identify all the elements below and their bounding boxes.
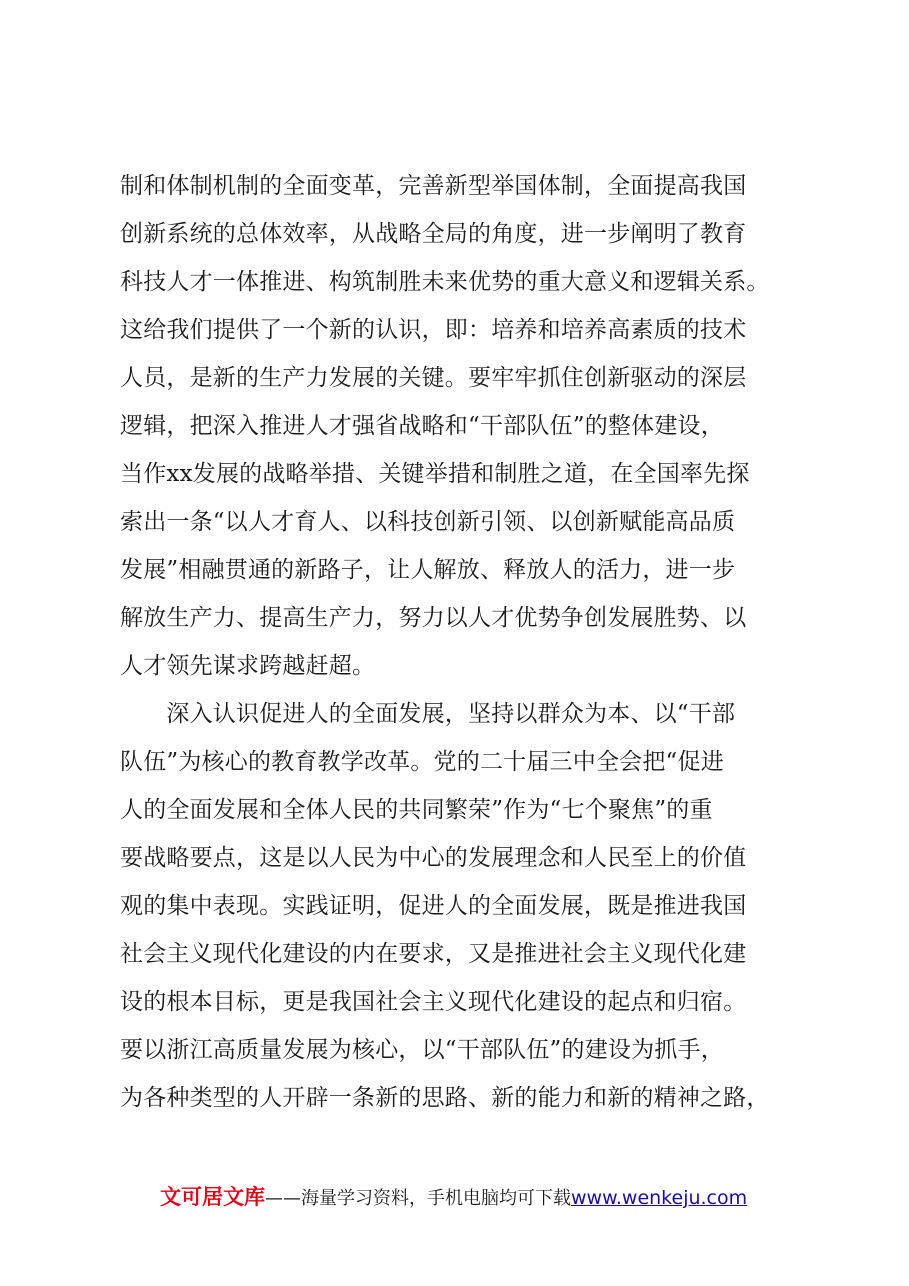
text-line: 科技人才一体推进、构筑制胜未来优势的重大意义和逻辑关系。 bbox=[120, 269, 770, 295]
text-line: 人的全面发展和全体人民的共同繁荣”作为“七个聚焦”的重 bbox=[120, 797, 713, 823]
document-body bbox=[120, 162, 796, 1122]
text-line: 观的集中表现。实践证明，促进人的全面发展，既是推进我国 bbox=[120, 893, 747, 919]
footer-url-link[interactable]: www.wenkeju.com bbox=[571, 1187, 748, 1209]
footer-brand: 文可居文库 bbox=[160, 1185, 265, 1209]
text-line: 逻辑，把深入推进人才强省战略和“干部队伍”的整体建设， bbox=[120, 413, 724, 439]
footer-banner bbox=[160, 1180, 747, 1214]
text-line: 创新系统的总体效率，从战略全局的角度，进一步阐明了教育 bbox=[120, 221, 747, 247]
text-line: 当作xx发展的战略举措、关键举措和制胜之道，在全国率先探 bbox=[120, 461, 750, 487]
footer-slogan: ——海量学习资料，手机电脑均可下载 bbox=[265, 1188, 571, 1209]
text-line: 为各种类型的人开辟一条新的思路、新的能力和新的精神之路， bbox=[120, 1085, 770, 1111]
text-line: 要以浙江高质量发展为核心，以“干部队伍”的建设为抓手， bbox=[120, 1037, 724, 1063]
text-line: 发展”相融贯通的新路子，让人解放、释放人的活力，进一步 bbox=[120, 557, 736, 583]
text-line: 深入认识促进人的全面发展，坚持以群众为本、以“干部 bbox=[120, 701, 736, 727]
text-line: 社会主义现代化建设的内在要求，又是推进社会主义现代化建 bbox=[120, 941, 747, 967]
text-line: 要战略要点，这是以人民为中心的发展理念和人民至上的价值 bbox=[120, 845, 747, 871]
text-line: 人才领先谋求跨越赶超。 bbox=[120, 653, 376, 679]
text-line: 设的根本目标，更是我国社会主义现代化建设的起点和归宿。 bbox=[120, 989, 747, 1015]
text-line: 解放生产力、提高生产力，努力以人才优势争创发展胜势、以 bbox=[120, 605, 747, 631]
text-line: 人员，是新的生产力发展的关键。要牢牢抓住创新驱动的深层 bbox=[120, 365, 747, 391]
text-line: 制和体制机制的全面变革，完善新型举国体制，全面提高我国 bbox=[120, 173, 747, 199]
text-line: 队伍”为核心的教育教学改革。党的二十届三中全会把“促进 bbox=[120, 749, 724, 775]
text-line: 这给我们提供了一个新的认识，即：培养和培养高素质的技术 bbox=[120, 317, 747, 343]
text-line: 索出一条“以人才育人、以科技创新引领、以创新赋能高品质 bbox=[120, 509, 736, 535]
